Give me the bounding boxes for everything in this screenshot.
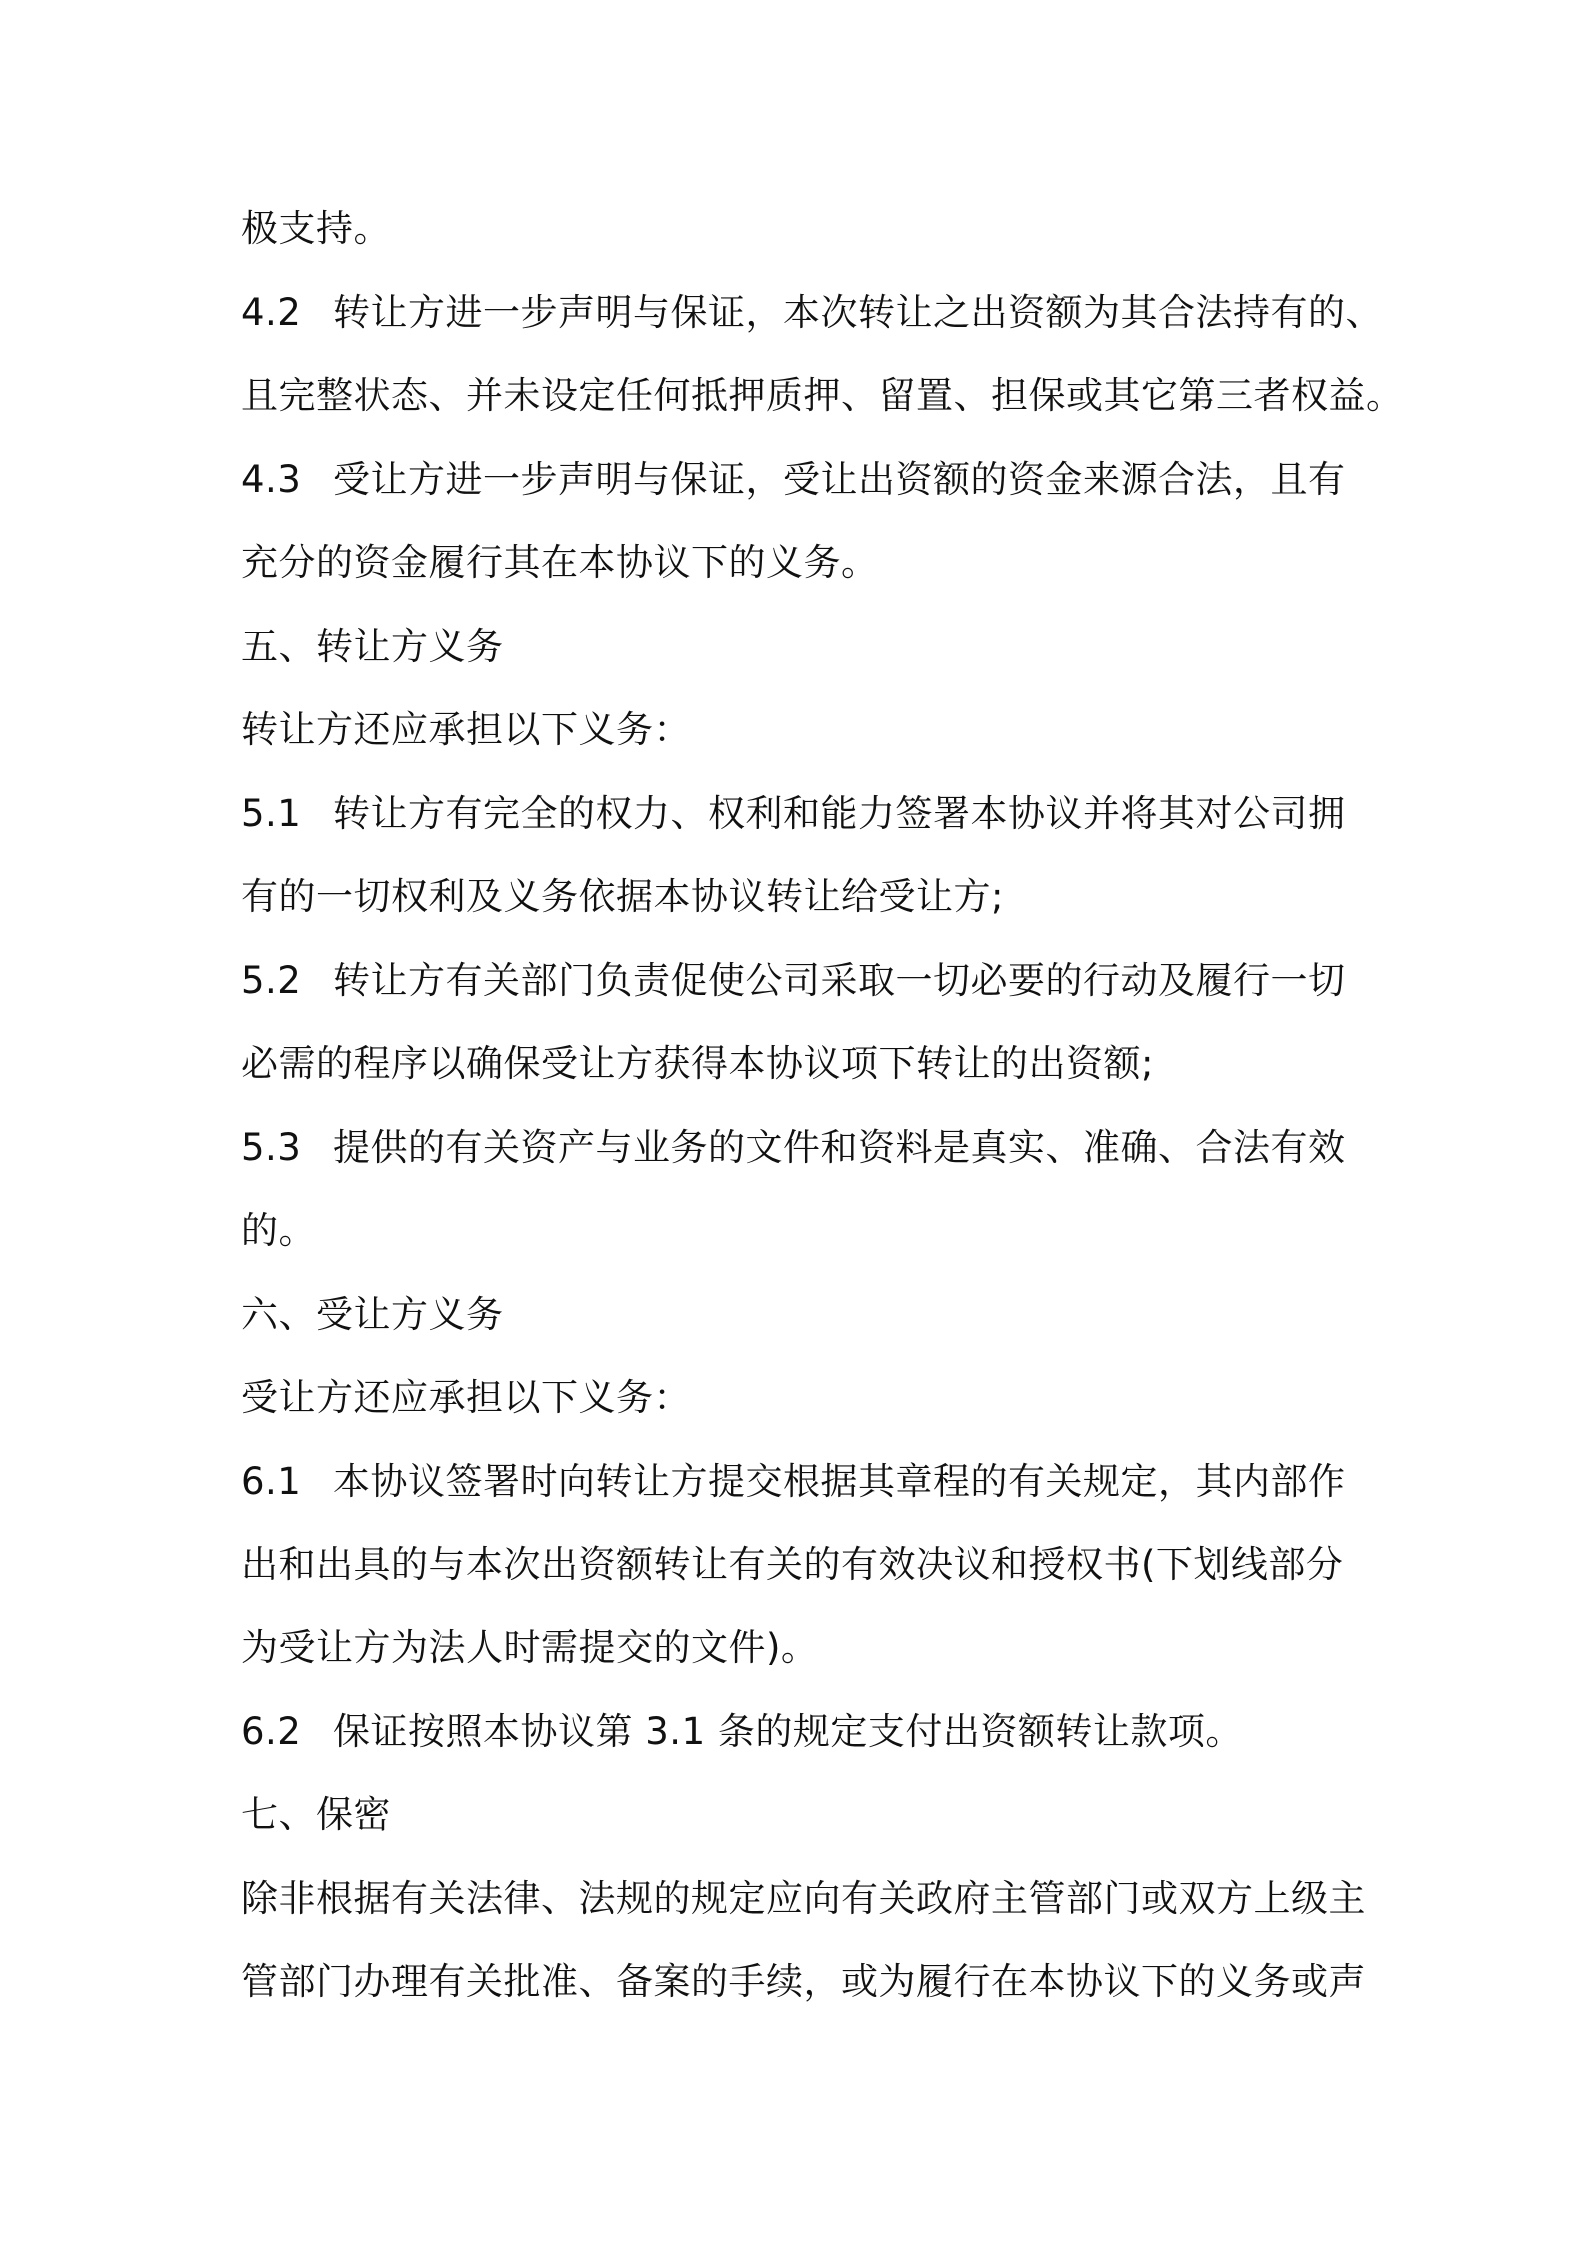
text-line: 必需的程序以确保受让方获得本协议项下转让的出资额; [241,1042,1154,1085]
text-line: 充分的资金履行其在本协议下的义务。 [241,541,879,584]
clause-5-2-line: 5.2 转让方有关部门负责促使公司采取一切必要的行动及履行一切 [241,957,1371,1005]
clause-5-3-line: 5.3 提供的有关资产与业务的文件和资料是真实、准确、合法有效 [241,1124,1371,1172]
section-heading-7: 七、保密 [241,1793,391,1836]
text-line: 转让方还应承担以下义务： [241,708,691,751]
clause-number: 6.2 [241,1710,302,1753]
clause-6-2-line: 6.2 保证按照本协议第 3.1 条的规定支付出资额转让款项。 [241,1708,1371,1756]
clause-4-3-line: 4.3 受让方进一步声明与保证，受让出资额的资金来源合法，且有 [241,456,1371,504]
text-line: 除非根据有关法律、法规的规定应向有关政府主管部门或双方上级主 [241,1877,1366,1920]
clause-number: 5.3 [241,1126,302,1169]
clause-number: 6.1 [241,1460,302,1503]
clause-4-2-line: 4.2 转让方进一步声明与保证，本次转让之出资额为其合法持有的、 [241,289,1371,337]
text-line: 的。 [241,1209,316,1252]
text-line: 且完整状态、并未设定任何抵押质押、留置、担保或其它第三者权益。 [241,374,1404,417]
text-line: 管部门办理有关批准、备案的手续，或为履行在本协议下的义务或声 [241,1960,1366,2003]
clause-number: 5.1 [241,792,302,835]
clause-number: 4.3 [241,458,302,501]
text-line: 有的一切权利及义务依据本协议转让给受让方; [241,875,1004,918]
text-line: 出和出具的与本次出资额转让有关的有效决议和授权书(下划线部分 [241,1543,1344,1586]
text-line: 极支持。 [241,207,391,250]
clause-number: 4.2 [241,291,302,334]
text-line: 受让方还应承担以下义务： [241,1376,691,1419]
section-heading-5: 五、转让方义务 [241,625,504,668]
clause-number: 5.2 [241,959,302,1002]
clause-5-1-line: 5.1 转让方有完全的权力、权利和能力签署本协议并将其对公司拥 [241,790,1371,838]
text-line: 为受让方为法人时需提交的文件)。 [241,1626,819,1669]
clause-6-1-line: 6.1 本协议签署时向转让方提交根据其章程的有关规定，其内部作 [241,1458,1371,1506]
section-heading-6: 六、受让方义务 [241,1293,504,1336]
